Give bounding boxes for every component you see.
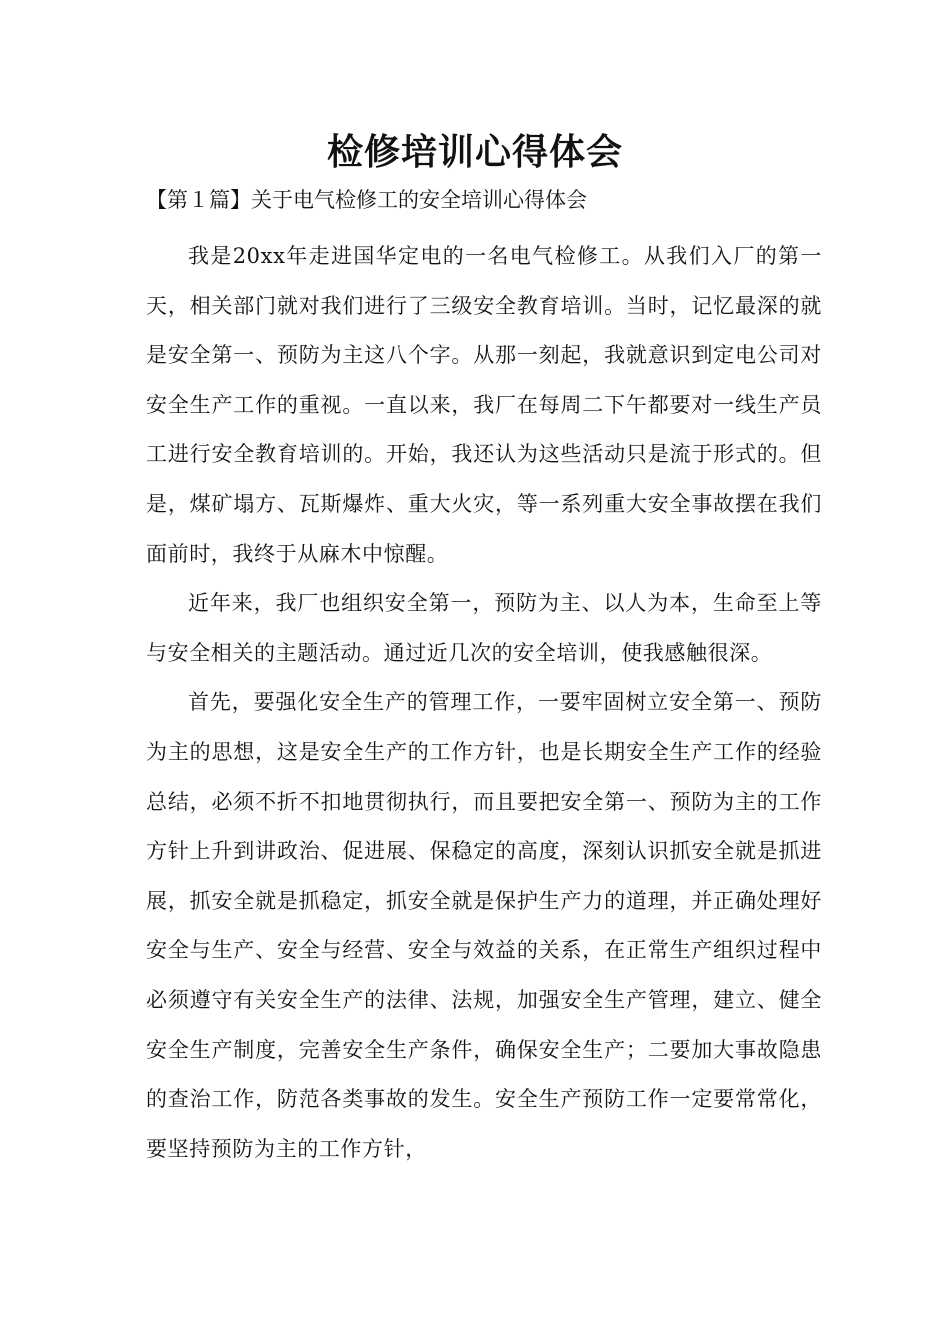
document-title: 检修培训心得体会 [326,131,623,173]
paragraph-2: 近年来，我厂也组织安全第一，预防为主、以人为本，生命至上等与安全相关的主题活动。通过近几次的安全培训，使我感触很深。 [146,591,822,665]
article-heading: 【第１篇】关于电气检修工的安全培训心得体会 [146,188,587,212]
paragraph-3: 首先，要强化安全生产的管理工作，一要牢固树立安全第一、预防为主的思想，这是安全生产的工作方针，也是长期安全生产工作的经验总结，必须不折不扣地贯彻执行，而且要把安全第一、预防为主的工作方针上升到讲政治、促进展、保稳定的高度，深刻认识抓安全就是抓进展，抓安全就是抓稳定，抓安全就是保护生产力的道理，并正确处理好安全与生产、安全与经营、安全与效益的关系，在正常生产组织过程中必须遵守有关安全生产的法律、法规，加强安全生产管理，建立、健全安全生产制度，完善安全生产条件，确保安全生产；二要加大事故隐患的查治工作，防范各类事故的发生。安全生产预防工作一定要常常化，要坚持预防为主的工作方针， [146,690,822,1161]
paragraph-1: 我是20xx年走进国华定电的一名电气检修工。从我们入厂的第一天，相关部门就对我们进行了三级安全教育培训。当时，记忆最深的就是安全第一、预防为主这八个字。从那一刻起，我就意识到定电公司对安全生产工作的重视。一直以来，我厂在每周二下午都要对一线生产员工进行安全教育培训的。开始，我还认为这些活动只是流于形式的。但是，煤矿塌方、瓦斯爆炸、重大火灾，等一系列重大安全事故摆在我们面前时，我终于从麻木中惊醒。 [146,244,822,566]
article-body [146,232,822,1174]
